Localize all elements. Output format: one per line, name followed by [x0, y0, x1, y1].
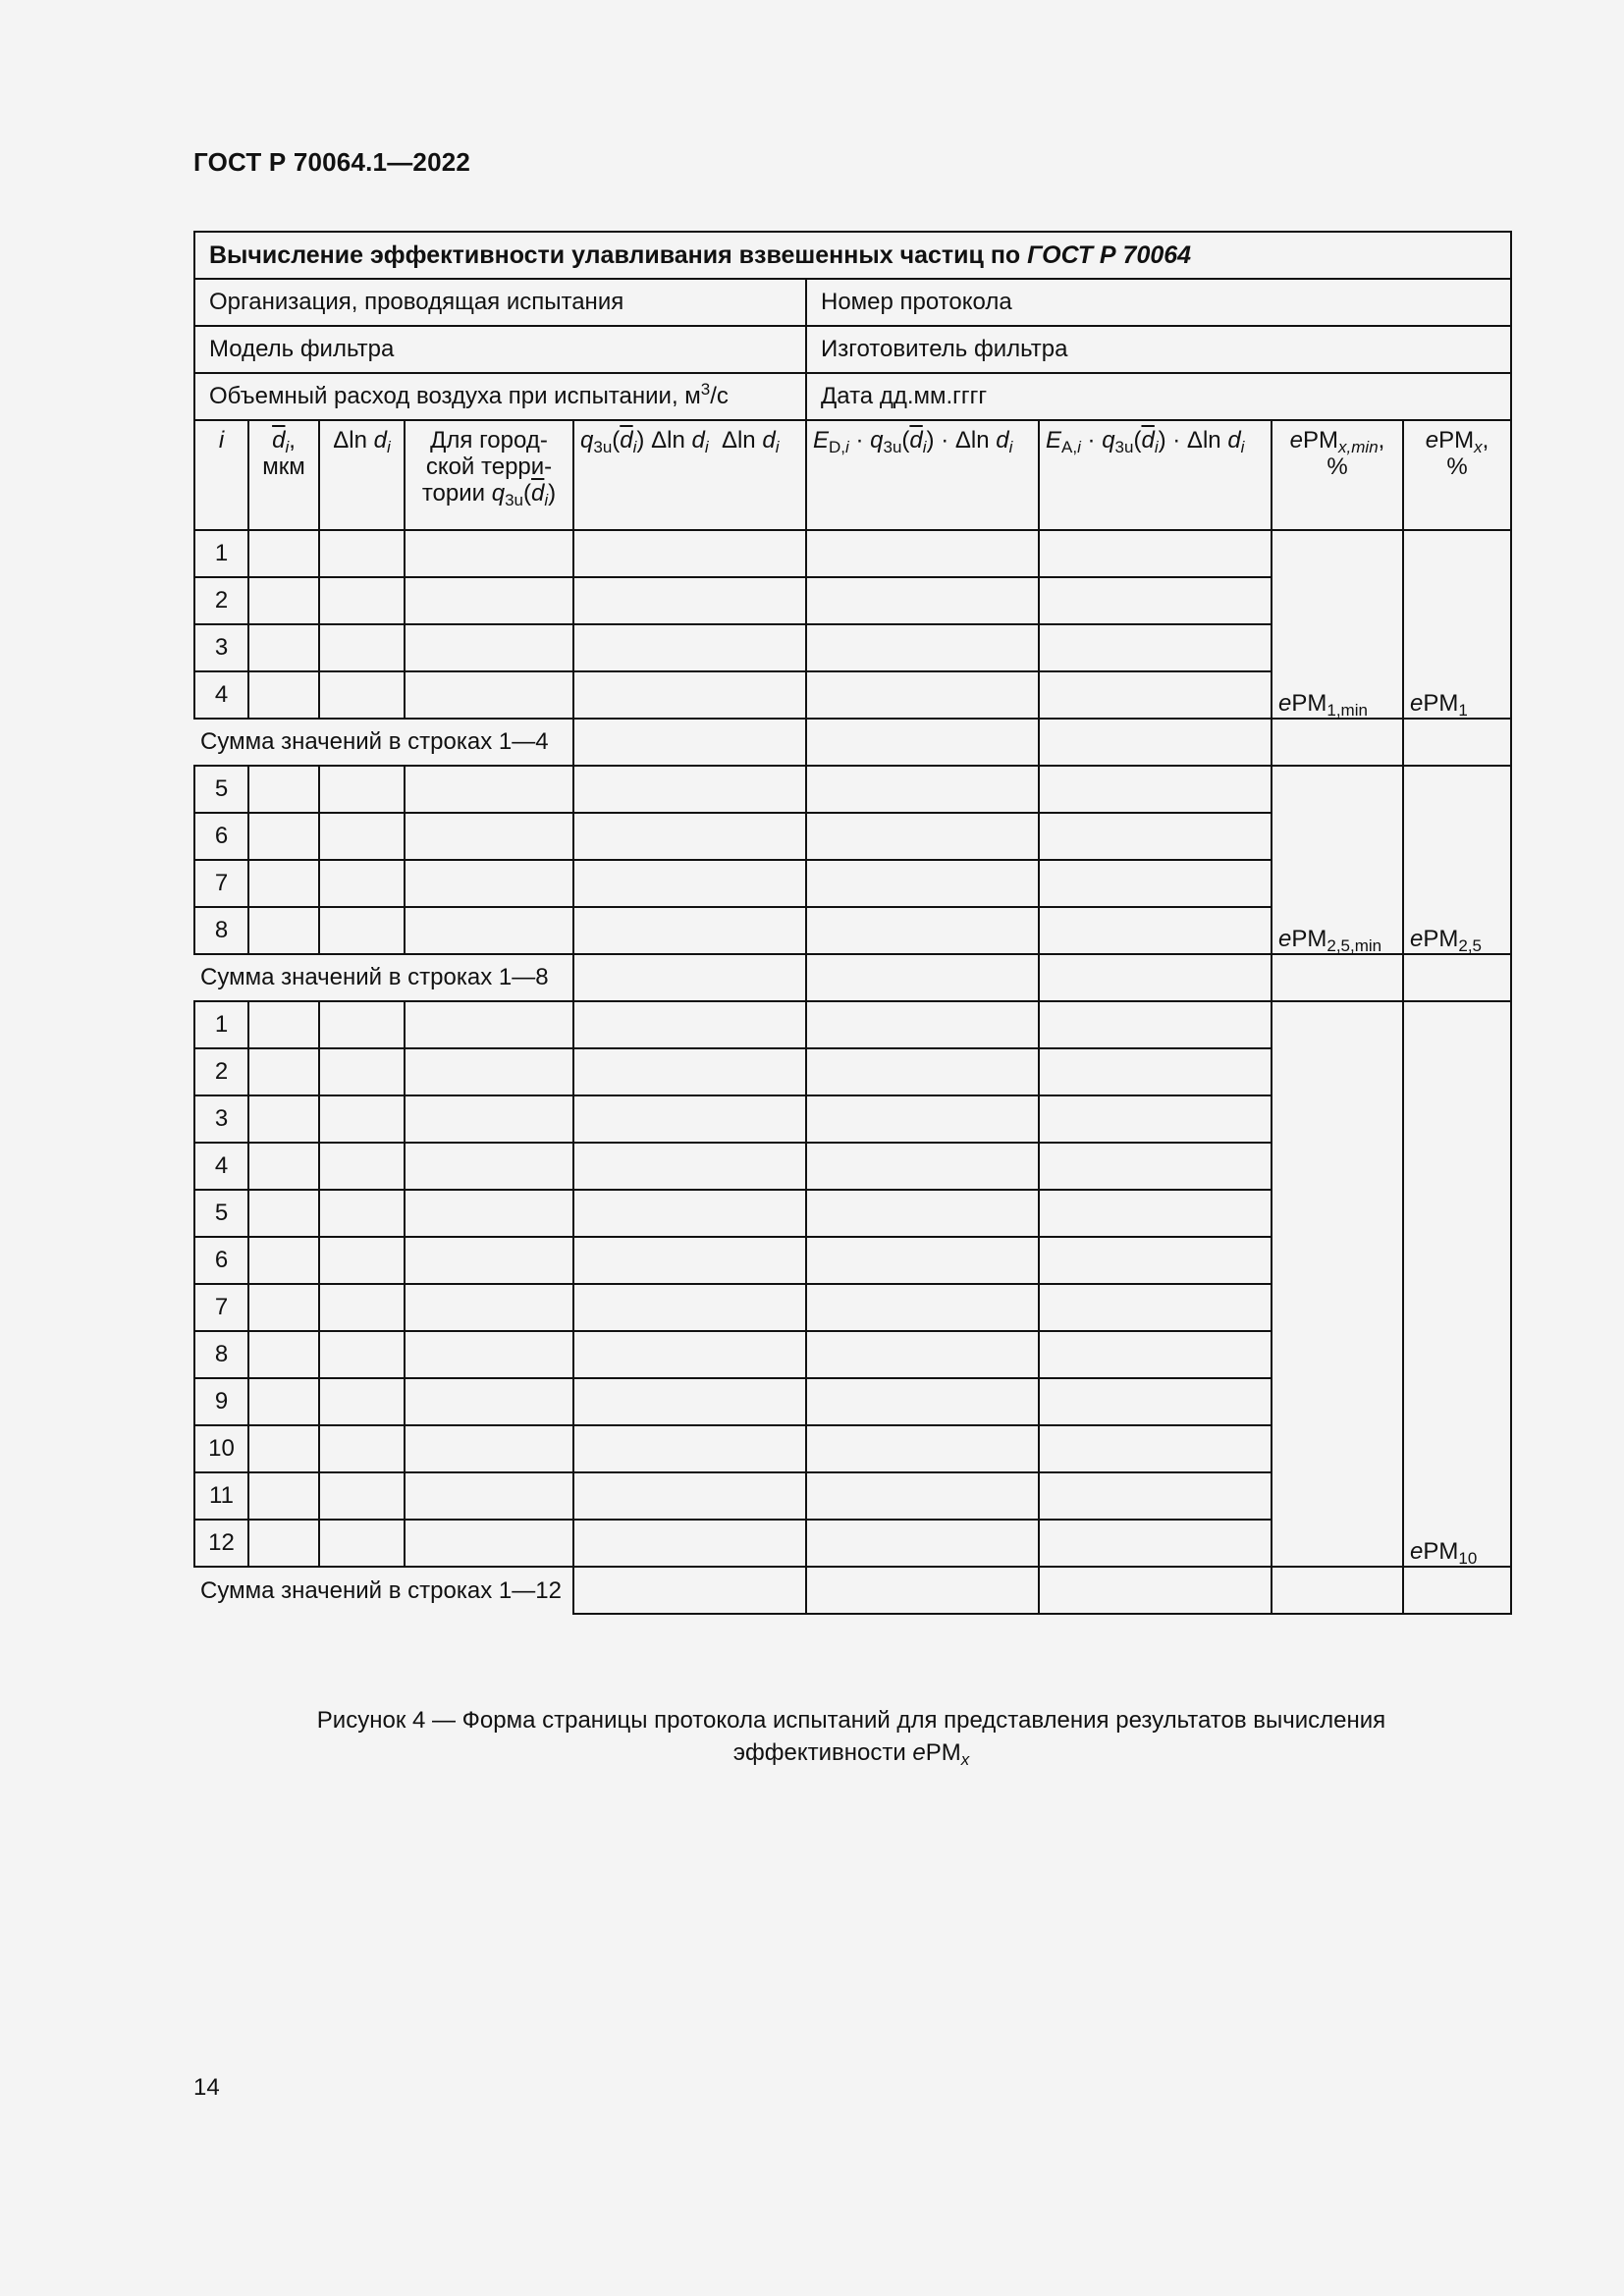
data-cell[interactable] [806, 766, 1039, 813]
table-row [194, 1095, 1511, 1143]
epm-cell[interactable] [1403, 530, 1511, 577]
data-cell[interactable] [319, 1520, 405, 1567]
manufacturer-field[interactable]: Изготовитель фильтра [806, 326, 1511, 373]
data-cell[interactable] [806, 1520, 1039, 1567]
data-cell[interactable] [405, 907, 573, 954]
epm-min-cell[interactable] [1272, 813, 1403, 860]
sum-cell[interactable] [806, 719, 1039, 766]
table-row [194, 1331, 1511, 1378]
epm-cell[interactable] [1403, 1378, 1511, 1425]
data-cell[interactable] [248, 1190, 319, 1237]
data-cell[interactable] [248, 907, 319, 954]
table-row [194, 1284, 1511, 1331]
table-row [194, 671, 1511, 719]
data-cell[interactable] [405, 1001, 573, 1048]
epm-min-cell[interactable] [1272, 1095, 1403, 1143]
data-cell[interactable] [319, 1425, 405, 1472]
data-cell[interactable] [806, 860, 1039, 907]
sum-cell[interactable] [1272, 719, 1403, 766]
document-header: ГОСТ Р 70064.1—2022 [193, 147, 471, 177]
sum-cell[interactable] [1272, 954, 1403, 1001]
data-cell[interactable] [248, 1425, 319, 1472]
date-field[interactable]: Дата дд.мм.гггг [806, 373, 1511, 420]
data-cell[interactable] [248, 1378, 319, 1425]
epm-cell[interactable] [1403, 766, 1511, 813]
row-index: 1 [194, 530, 248, 577]
data-cell[interactable] [573, 1284, 806, 1331]
data-cell[interactable] [1039, 1048, 1272, 1095]
data-cell[interactable] [1039, 624, 1272, 671]
data-cell[interactable] [248, 1095, 319, 1143]
data-cell[interactable] [806, 1048, 1039, 1095]
data-cell[interactable] [405, 1331, 573, 1378]
data-cell[interactable] [806, 530, 1039, 577]
data-cell[interactable] [573, 1378, 806, 1425]
data-cell[interactable] [806, 1378, 1039, 1425]
data-cell[interactable] [248, 530, 319, 577]
epm-min-cell[interactable] [1272, 1190, 1403, 1237]
data-cell[interactable] [573, 1472, 806, 1520]
data-cell[interactable] [319, 577, 405, 624]
data-cell[interactable] [319, 1143, 405, 1190]
page-number: 14 [193, 2074, 220, 2101]
epm-min-cell[interactable]: ePM$_{2,5,min}$ [1272, 907, 1403, 954]
sum-cell[interactable] [1039, 954, 1272, 1001]
sum-label: Сумма значений в строках 1—4 [200, 728, 549, 755]
col-header-i: i [194, 420, 248, 530]
data-cell[interactable] [405, 530, 573, 577]
sum-cell[interactable] [1039, 719, 1272, 766]
data-cell[interactable] [1039, 1425, 1272, 1472]
data-cell[interactable] [405, 860, 573, 907]
table-row [194, 766, 1511, 813]
row-index: 12 [194, 1520, 248, 1567]
epm-min-cell[interactable] [1272, 1284, 1403, 1331]
data-cell[interactable] [1039, 1190, 1272, 1237]
row-index: 10 [194, 1425, 248, 1472]
epm-min-cell[interactable] [1272, 1520, 1403, 1567]
data-cell[interactable] [573, 1190, 806, 1237]
data-cell[interactable] [248, 624, 319, 671]
epm-cell[interactable] [1403, 860, 1511, 907]
data-cell[interactable] [319, 1237, 405, 1284]
data-cell[interactable] [248, 577, 319, 624]
epm-cell[interactable] [1403, 1095, 1511, 1143]
col-header-ed: $E_{D,i} \cdot q_{3u}(\overline{d}_i) \cdot \Delta\ln$ $d_i$ [806, 420, 1039, 530]
data-cell[interactable] [573, 624, 806, 671]
sum-cell[interactable] [1272, 1567, 1403, 1614]
sum-cell[interactable] [573, 954, 806, 1001]
row-index: 9 [194, 1378, 248, 1425]
col-header-ea: $E_{A,i} \cdot q_{3u}(\overline{d}_i) \cdot \Delta\ln$ $d_i$ [1039, 420, 1272, 530]
data-cell[interactable] [1039, 1143, 1272, 1190]
sum-cell[interactable] [1403, 954, 1511, 1001]
data-cell[interactable] [405, 766, 573, 813]
table-row [194, 860, 1511, 907]
data-cell[interactable] [806, 1331, 1039, 1378]
epm-min-cell[interactable] [1272, 766, 1403, 813]
epm-cell[interactable] [1403, 624, 1511, 671]
table-row [194, 1190, 1511, 1237]
sum-cell[interactable] [1039, 1567, 1272, 1614]
data-cell[interactable] [405, 1425, 573, 1472]
sum-cell[interactable] [1403, 1567, 1511, 1614]
data-cell[interactable] [319, 671, 405, 719]
data-cell[interactable] [319, 624, 405, 671]
data-cell[interactable] [319, 530, 405, 577]
epm-cell[interactable] [1403, 1425, 1511, 1472]
data-cell[interactable] [573, 1425, 806, 1472]
data-cell[interactable] [573, 813, 806, 860]
epm-min-cell[interactable]: ePM$_{1,min}$ [1272, 671, 1403, 719]
data-cell[interactable] [1039, 1095, 1272, 1143]
data-cell[interactable] [1039, 577, 1272, 624]
data-cell[interactable] [573, 1143, 806, 1190]
data-cell[interactable] [248, 766, 319, 813]
data-cell[interactable] [806, 1190, 1039, 1237]
data-cell[interactable] [405, 813, 573, 860]
data-cell[interactable] [319, 1001, 405, 1048]
sum-cell[interactable] [573, 1567, 806, 1614]
data-cell[interactable] [1039, 860, 1272, 907]
data-cell[interactable] [319, 766, 405, 813]
sum-cell[interactable] [573, 719, 806, 766]
data-cell[interactable] [573, 1237, 806, 1284]
data-cell[interactable] [405, 1048, 573, 1095]
sum-cell[interactable] [1403, 719, 1511, 766]
data-cell[interactable] [319, 1378, 405, 1425]
data-cell[interactable] [1039, 1237, 1272, 1284]
data-cell[interactable] [1039, 1331, 1272, 1378]
table-row [194, 907, 1511, 954]
data-cell[interactable] [248, 1472, 319, 1520]
data-cell[interactable] [1039, 671, 1272, 719]
protocol-number-field[interactable]: Номер протокола [806, 279, 1511, 326]
epm-min-cell[interactable] [1272, 1378, 1403, 1425]
col-header-q-dlnd: $q_{3u}(\overline{d}_i)$ Δln $d_i$ Δln $d_i$ [573, 420, 806, 530]
data-cell[interactable] [319, 1331, 405, 1378]
data-cell[interactable] [248, 1001, 319, 1048]
data-cell[interactable] [319, 1048, 405, 1095]
data-cell[interactable] [319, 1472, 405, 1520]
epm-cell[interactable] [1403, 1143, 1511, 1190]
data-cell[interactable] [405, 1095, 573, 1143]
data-cell[interactable] [248, 1331, 319, 1378]
data-cell[interactable] [806, 1095, 1039, 1143]
data-cell[interactable] [319, 1284, 405, 1331]
protocol-form-table [193, 231, 1512, 1615]
sum-cell[interactable] [806, 1567, 1039, 1614]
data-cell[interactable] [1039, 1472, 1272, 1520]
data-cell[interactable] [248, 1143, 319, 1190]
data-cell[interactable] [806, 1425, 1039, 1472]
data-cell[interactable] [573, 1095, 806, 1143]
data-cell[interactable] [1039, 766, 1272, 813]
data-cell[interactable] [405, 1143, 573, 1190]
row-index: 3 [194, 624, 248, 671]
data-cell[interactable] [806, 1001, 1039, 1048]
data-cell[interactable] [248, 813, 319, 860]
epm-min-cell[interactable] [1272, 530, 1403, 577]
epm-cell[interactable]: ePM$_{2,5}$ [1403, 907, 1511, 954]
sum-row [194, 954, 1511, 1001]
row-index: 1 [194, 1001, 248, 1048]
airflow-field[interactable]: Объемный расход воздуха при испытании, $м^3/с$ [194, 373, 806, 420]
epm-min-cell[interactable] [1272, 1143, 1403, 1190]
sum-row [194, 1567, 1511, 1614]
data-cell[interactable] [405, 1472, 573, 1520]
table-row [194, 624, 1511, 671]
table-row [194, 1048, 1511, 1095]
data-cell[interactable] [248, 671, 319, 719]
epm-min-cell[interactable] [1272, 1331, 1403, 1378]
table-row [194, 1472, 1511, 1520]
col-header-diameter: $\overline{d}_i$, мкм [248, 420, 319, 530]
table-row [194, 1001, 1511, 1048]
row-index: 2 [194, 1048, 248, 1095]
row-index: 4 [194, 1143, 248, 1190]
data-cell[interactable] [405, 577, 573, 624]
epm-cell[interactable] [1403, 1284, 1511, 1331]
data-cell[interactable] [319, 813, 405, 860]
data-cell[interactable] [1039, 1284, 1272, 1331]
table-row [194, 1425, 1511, 1472]
data-cell[interactable] [806, 577, 1039, 624]
data-cell[interactable] [806, 671, 1039, 719]
data-cell[interactable] [405, 1520, 573, 1567]
table-row [194, 530, 1511, 577]
table-row [194, 1143, 1511, 1190]
col-header-epm-min: ePM$_{x,min}$, % [1272, 420, 1403, 530]
data-cell[interactable] [319, 1190, 405, 1237]
epm-cell[interactable] [1403, 1331, 1511, 1378]
data-cell[interactable] [573, 907, 806, 954]
data-cell[interactable] [319, 860, 405, 907]
epm-cell[interactable] [1403, 813, 1511, 860]
data-cell[interactable] [248, 1048, 319, 1095]
data-cell[interactable] [248, 860, 319, 907]
data-cell[interactable] [1039, 530, 1272, 577]
table-row [194, 1378, 1511, 1425]
row-index: 6 [194, 813, 248, 860]
data-cell[interactable] [319, 1095, 405, 1143]
sum-label: Сумма значений в строках 1—12 [200, 1576, 562, 1604]
epm-min-cell[interactable] [1272, 624, 1403, 671]
row-index: 7 [194, 1284, 248, 1331]
row-index: 5 [194, 1190, 248, 1237]
epm-min-cell[interactable] [1272, 1237, 1403, 1284]
data-cell[interactable] [806, 813, 1039, 860]
row-index: 4 [194, 671, 248, 719]
sum-cell[interactable] [806, 954, 1039, 1001]
figure-caption [193, 1704, 1509, 1769]
epm-cell[interactable] [1403, 1237, 1511, 1284]
sum-label: Сумма значений в строках 1—8 [200, 964, 549, 990]
row-index: 8 [194, 1331, 248, 1378]
data-cell[interactable] [405, 671, 573, 719]
epm-min-cell[interactable] [1272, 577, 1403, 624]
org-field[interactable]: Организация, проводящая испытания [194, 279, 806, 326]
epm-cell[interactable]: ePM$_1$ [1403, 671, 1511, 719]
epm-cell[interactable] [1403, 1001, 1511, 1048]
table-row [194, 1237, 1511, 1284]
data-cell[interactable] [573, 1048, 806, 1095]
col-header-dlnd: Δln $d_i$ [319, 420, 405, 530]
data-cell[interactable] [248, 1520, 319, 1567]
data-cell[interactable] [573, 1520, 806, 1567]
data-cell[interactable] [1039, 813, 1272, 860]
data-cell[interactable] [573, 530, 806, 577]
epm-cell[interactable] [1403, 1190, 1511, 1237]
epm-cell[interactable] [1403, 577, 1511, 624]
col-header-epm: ePM$_x$, % [1403, 420, 1511, 530]
epm-cell[interactable] [1403, 1472, 1511, 1520]
data-cell[interactable] [248, 1237, 319, 1284]
epm-min-cell[interactable] [1272, 1048, 1403, 1095]
epm-min-cell[interactable] [1272, 1425, 1403, 1472]
data-cell[interactable] [405, 624, 573, 671]
data-cell[interactable] [1039, 1520, 1272, 1567]
epm-min-cell[interactable] [1272, 1001, 1403, 1048]
col-header-urban: Для город- ской терри- тории $q_{3u}(\overline{d}_i)$ [405, 420, 573, 530]
row-index: 3 [194, 1095, 248, 1143]
form-title: Вычисление эффективности улавливания взвешенных частиц по ГОСТ Р 70064 [194, 232, 1511, 279]
data-cell[interactable] [806, 1472, 1039, 1520]
data-cell[interactable] [806, 907, 1039, 954]
table-row [194, 813, 1511, 860]
row-index: 7 [194, 860, 248, 907]
data-cell[interactable] [573, 1001, 806, 1048]
data-cell[interactable] [405, 1190, 573, 1237]
data-cell[interactable] [405, 1237, 573, 1284]
filter-model-field[interactable]: Модель фильтра [194, 326, 806, 373]
row-index: 5 [194, 766, 248, 813]
row-index: 2 [194, 577, 248, 624]
table-row [194, 577, 1511, 624]
data-cell[interactable] [573, 766, 806, 813]
data-cell[interactable] [405, 1284, 573, 1331]
caption-line-2: эффективности ePM$_x$ [732, 1739, 970, 1769]
data-cell[interactable] [573, 577, 806, 624]
table-row [194, 1520, 1511, 1567]
data-cell[interactable] [806, 1143, 1039, 1190]
column-header-row [194, 420, 1511, 530]
epm-min-cell[interactable] [1272, 860, 1403, 907]
data-cell[interactable] [1039, 1378, 1272, 1425]
data-cell[interactable] [573, 671, 806, 719]
data-cell[interactable] [248, 1284, 319, 1331]
data-cell[interactable] [319, 907, 405, 954]
row-index: 6 [194, 1237, 248, 1284]
data-cell[interactable] [1039, 1001, 1272, 1048]
row-index: 11 [194, 1472, 248, 1520]
data-cell[interactable] [573, 1331, 806, 1378]
data-cell[interactable] [1039, 907, 1272, 954]
data-cell[interactable] [806, 1237, 1039, 1284]
epm-min-cell[interactable] [1272, 1472, 1403, 1520]
data-cell[interactable] [573, 860, 806, 907]
data-cell[interactable] [405, 1378, 573, 1425]
data-cell[interactable] [806, 624, 1039, 671]
epm-cell[interactable]: ePM$_{10}$ [1403, 1520, 1511, 1567]
caption-line-1: Рисунок 4 — Форма страницы протокола испытаний для представления результатов вычисления [316, 1707, 1386, 1734]
row-index: 8 [194, 907, 248, 954]
data-cell[interactable] [806, 1284, 1039, 1331]
epm-cell[interactable] [1403, 1048, 1511, 1095]
sum-row [194, 719, 1511, 766]
